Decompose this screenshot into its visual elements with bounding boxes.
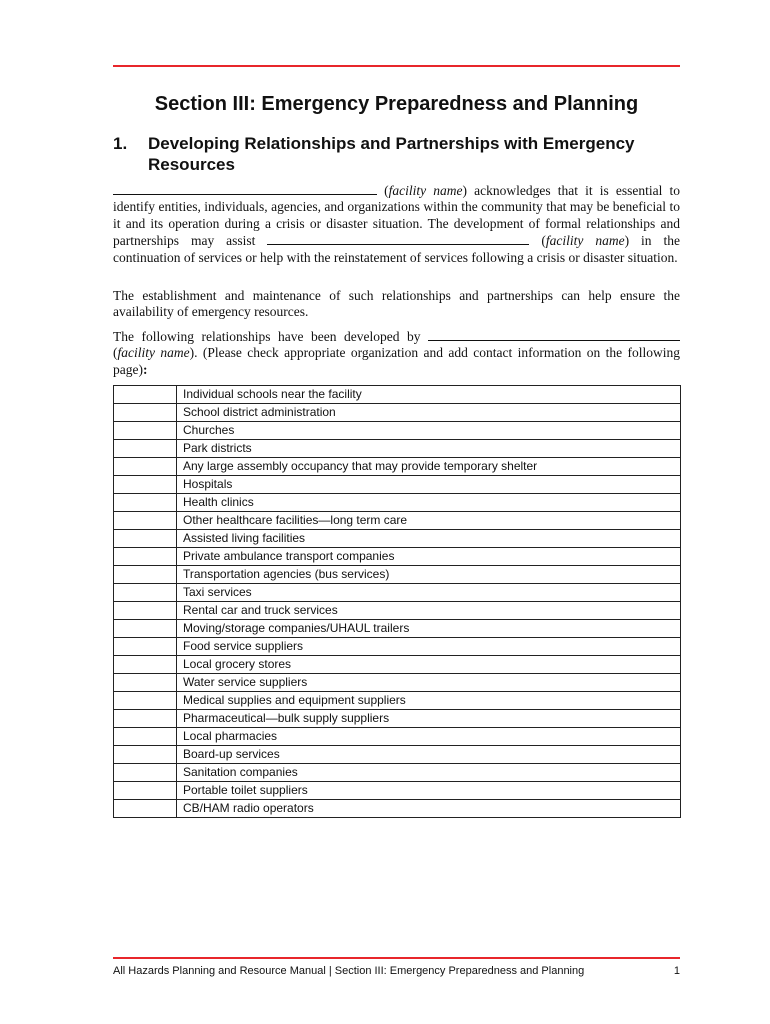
organization-label: Rental car and truck services <box>177 602 681 620</box>
table-row <box>114 566 681 584</box>
table-row <box>114 422 681 440</box>
paragraph1-text-b: ) in the continuation of services or help with the reinstatement of services following a crisis or disaster situation. <box>113 233 680 265</box>
check-cell[interactable] <box>114 656 177 674</box>
organization-label: Moving/storage companies/UHAUL trailers <box>177 620 681 638</box>
check-cell[interactable] <box>114 800 177 818</box>
organization-label: Board-up services <box>177 746 681 764</box>
check-cell[interactable] <box>114 476 177 494</box>
organization-label: Sanitation companies <box>177 764 681 782</box>
facility-name-label: facility name <box>117 345 190 361</box>
check-cell[interactable] <box>114 548 177 566</box>
paragraph3-lead: The following relationships have been developed by <box>113 329 421 344</box>
organization-label: Individual schools near the facility <box>177 386 681 404</box>
facility-name-blank[interactable] <box>113 182 377 195</box>
table-row <box>114 746 681 764</box>
organization-label: Pharmaceutical—bulk supply suppliers <box>177 710 681 728</box>
intro-paragraph: (facility name) acknowledges that it is essential to identify entities, individuals, agencies, and organizations within the community that may be beneficial to it and its operation during a crisis or disaster situation. The development of formal relationships and partnerships may assist (facility name) in the continuation of services or help with the reinstatement of services following a crisis or disaster situation. <box>113 183 681 265</box>
section-heading <box>113 133 680 175</box>
page-title: Section III: Emergency Preparedness and Planning <box>154 93 639 115</box>
organization-label: Any large assembly occupancy that may provide temporary shelter <box>177 458 681 476</box>
table-row <box>114 476 681 494</box>
check-cell[interactable] <box>114 728 177 746</box>
table-row <box>114 728 681 746</box>
check-cell[interactable] <box>114 422 177 440</box>
footer-rule <box>113 957 680 959</box>
table-row <box>114 764 681 782</box>
check-cell[interactable] <box>114 638 177 656</box>
paragraph1-text-a: ) acknowledges that it is essential to identify entities, individuals, agencies, and organizations within the community that may be beneficial to it and its operation during a crisis or disaster situation. The development of formal relationships and partnerships may assist <box>113 183 681 249</box>
heading-number: 1. <box>113 134 128 153</box>
header-rule <box>113 65 680 67</box>
organization-label: Local grocery stores <box>177 656 681 674</box>
table-row <box>114 656 681 674</box>
table-row <box>114 530 681 548</box>
check-cell[interactable] <box>114 746 177 764</box>
heading-text: Developing Relationships and Partnerships with Emergency Resources <box>148 134 635 174</box>
table-row <box>114 638 681 656</box>
footer-text: All Hazards Planning and Resource Manual | Section III: Emergency Preparedness and Planning <box>113 965 585 977</box>
table-row <box>114 602 681 620</box>
check-cell[interactable] <box>114 386 177 404</box>
table-row <box>114 458 681 476</box>
check-cell[interactable] <box>114 584 177 602</box>
organization-label: Local pharmacies <box>177 728 681 746</box>
organization-label: Assisted living facilities <box>177 530 681 548</box>
table-row <box>114 584 681 602</box>
organization-label: Food service suppliers <box>177 638 681 656</box>
check-cell[interactable] <box>114 458 177 476</box>
facility-name-blank[interactable] <box>428 328 680 341</box>
check-cell[interactable] <box>114 782 177 800</box>
table-row <box>114 404 681 422</box>
check-cell[interactable] <box>114 602 177 620</box>
organization-label: Water service suppliers <box>177 674 681 692</box>
organization-label: Transportation agencies (bus services) <box>177 566 681 584</box>
organization-label: Hospitals <box>177 476 681 494</box>
check-cell[interactable] <box>114 566 177 584</box>
organization-label: CB/HAM radio operators <box>177 800 681 818</box>
organization-checklist <box>113 385 681 818</box>
check-cell[interactable] <box>114 530 177 548</box>
facility-name-blank[interactable] <box>267 232 529 245</box>
check-cell[interactable] <box>114 674 177 692</box>
organization-label: Park districts <box>177 440 681 458</box>
check-cell[interactable] <box>114 620 177 638</box>
organization-label: Portable toilet suppliers <box>177 782 681 800</box>
organization-label: Churches <box>177 422 681 440</box>
check-cell[interactable] <box>114 692 177 710</box>
check-cell[interactable] <box>114 512 177 530</box>
organization-label: School district administration <box>177 404 681 422</box>
page-footer <box>113 965 680 977</box>
organization-label: Other healthcare facilities—long term care <box>177 512 681 530</box>
facility-name-label: facility name <box>388 183 463 198</box>
table-row <box>114 548 681 566</box>
organization-label: Private ambulance transport companies <box>177 548 681 566</box>
checklist-intro-paragraph: The following relationships have been developed by (facility name). (Please check appropriate organization and add contact information on the following page): <box>113 329 680 377</box>
check-cell[interactable] <box>114 764 177 782</box>
table-row <box>114 512 681 530</box>
organization-label: Medical supplies and equipment suppliers <box>177 692 681 710</box>
check-cell[interactable] <box>114 710 177 728</box>
organization-label: Health clinics <box>177 494 681 512</box>
check-cell[interactable] <box>114 494 177 512</box>
check-cell[interactable] <box>114 440 177 458</box>
paragraph3-tail: ). (Please check appropriate organization and add contact information on the following page) <box>113 345 680 377</box>
table-row <box>114 800 681 818</box>
organization-label: Taxi services <box>177 584 681 602</box>
table-row <box>114 782 681 800</box>
table-row <box>114 674 681 692</box>
table-row <box>114 440 681 458</box>
page-number: 1 <box>673 965 680 977</box>
table-row <box>114 692 681 710</box>
facility-name-label: facility name <box>545 233 625 249</box>
table-row <box>114 620 681 638</box>
purpose-paragraph: The establishment and maintenance of such relationships and partnerships can help ensure the availability of emergency resources. <box>113 288 680 320</box>
check-cell[interactable] <box>114 404 177 422</box>
table-row <box>114 710 681 728</box>
table-row <box>114 386 681 404</box>
table-row <box>114 494 681 512</box>
